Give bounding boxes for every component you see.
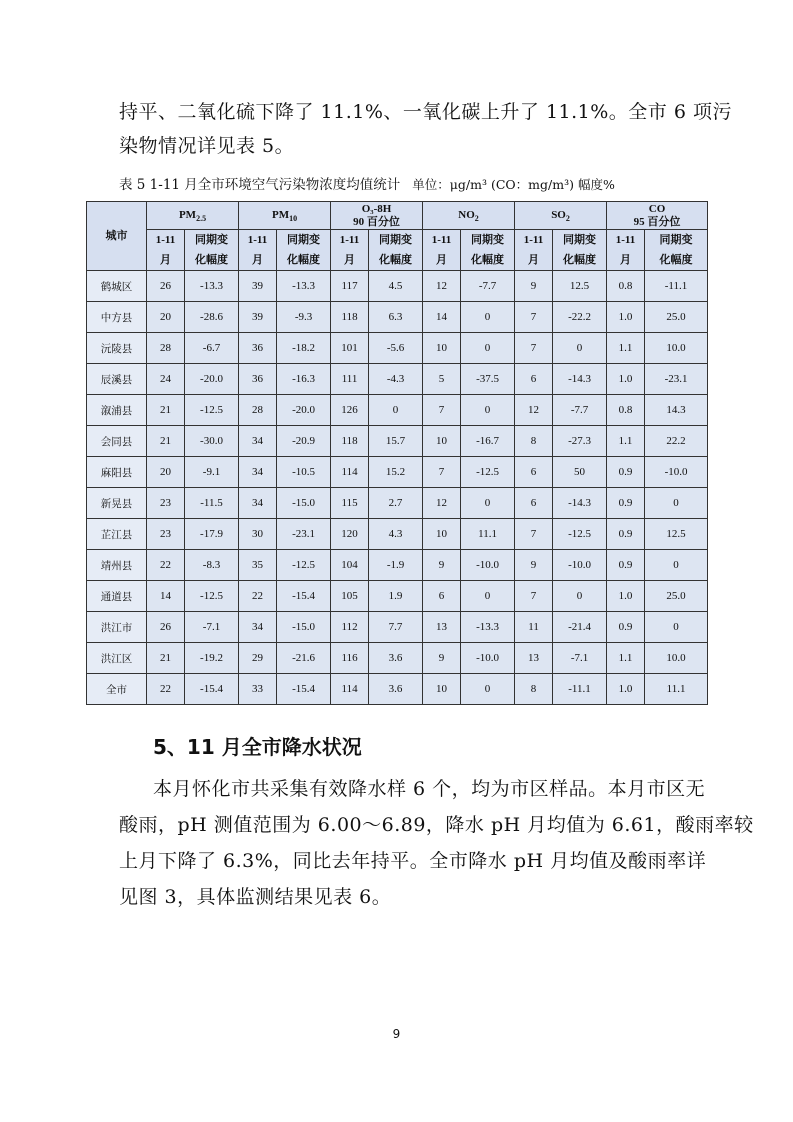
value-cell: 1.1 [607, 333, 645, 364]
table-row [87, 488, 708, 519]
value-cell: 6 [423, 581, 461, 612]
value-cell: 7 [423, 395, 461, 426]
period-subheader: 1-11 月 [331, 230, 369, 271]
value-cell: 6 [515, 364, 553, 395]
value-cell: 117 [331, 271, 369, 302]
value-cell: 34 [239, 488, 277, 519]
table-row [87, 550, 708, 581]
value-cell: 14 [423, 302, 461, 333]
value-cell: 0 [461, 333, 515, 364]
value-cell: 9 [515, 271, 553, 302]
body-line-1: 持平、二氧化硫下降了 11.1%、一氧化碳上升了 11.1%。全市 6 项污 [119, 101, 732, 123]
value-cell: 0.9 [607, 519, 645, 550]
o3-header: O₃-8H 90 百分位 [331, 202, 423, 230]
value-cell: 10.0 [645, 643, 708, 674]
period-subheader: 1-11 月 [423, 230, 461, 271]
value-cell: 10 [423, 519, 461, 550]
value-cell: 0 [645, 612, 708, 643]
value-cell: -15.0 [277, 488, 331, 519]
value-cell: 0.9 [607, 612, 645, 643]
value-cell: -12.5 [185, 395, 239, 426]
value-cell: 21 [147, 426, 185, 457]
city-cell: 会同县 [87, 426, 147, 457]
value-cell: 30 [239, 519, 277, 550]
value-cell: 14.3 [645, 395, 708, 426]
value-cell: -1.9 [369, 550, 423, 581]
value-cell: 7.7 [369, 612, 423, 643]
change-subheader: 同期变 化幅度 [553, 230, 607, 271]
value-cell: 50 [553, 457, 607, 488]
value-cell: 22 [239, 581, 277, 612]
value-cell: 0 [461, 581, 515, 612]
value-cell: -19.2 [185, 643, 239, 674]
value-cell: 34 [239, 612, 277, 643]
value-cell: -15.4 [277, 674, 331, 705]
city-cell: 靖州县 [87, 550, 147, 581]
value-cell: -7.7 [461, 271, 515, 302]
value-cell: 22 [147, 674, 185, 705]
value-cell: -13.3 [277, 271, 331, 302]
body-line-2: 染物情况详见表 5。 [119, 135, 295, 157]
value-cell: 116 [331, 643, 369, 674]
precip-line-1: 本月怀化市共采集有效降水样 6 个，均为市区样品。本月市区无 [153, 778, 706, 800]
value-cell: 0 [645, 488, 708, 519]
value-cell: 12.5 [645, 519, 708, 550]
value-cell: -22.2 [553, 302, 607, 333]
value-cell: 0 [369, 395, 423, 426]
value-cell: -17.9 [185, 519, 239, 550]
table-row [87, 519, 708, 550]
value-cell: 26 [147, 612, 185, 643]
change-subheader: 同期变 化幅度 [185, 230, 239, 271]
value-cell: 34 [239, 457, 277, 488]
value-cell: -13.3 [185, 271, 239, 302]
period-subheader: 1-11 月 [515, 230, 553, 271]
value-cell: 1.0 [607, 581, 645, 612]
value-cell: -16.7 [461, 426, 515, 457]
so2-header: $SO_2$ [515, 202, 607, 230]
value-cell: -10.0 [461, 550, 515, 581]
value-cell: 34 [239, 426, 277, 457]
table-body [87, 271, 708, 705]
caption-unit: 单位：μg/m³ (CO：mg/m³) 幅度% [412, 177, 615, 192]
value-cell: 111 [331, 364, 369, 395]
city-cell: 全市 [87, 674, 147, 705]
value-cell: 1.0 [607, 674, 645, 705]
value-cell: 0 [461, 488, 515, 519]
value-cell: 33 [239, 674, 277, 705]
city-cell: 沅陵县 [87, 333, 147, 364]
value-cell: -12.5 [185, 581, 239, 612]
city-cell: 辰溪县 [87, 364, 147, 395]
value-cell: 0 [461, 302, 515, 333]
value-cell: 3.6 [369, 643, 423, 674]
value-cell: 4.5 [369, 271, 423, 302]
value-cell: 36 [239, 364, 277, 395]
table-caption [119, 173, 615, 193]
change-subheader: 同期变 化幅度 [645, 230, 708, 271]
value-cell: -5.6 [369, 333, 423, 364]
value-cell: 1.1 [607, 426, 645, 457]
value-cell: 0 [461, 674, 515, 705]
value-cell: 25.0 [645, 302, 708, 333]
value-cell: 13 [423, 612, 461, 643]
value-cell: 14 [147, 581, 185, 612]
value-cell: 7 [515, 581, 553, 612]
value-cell: 7 [515, 519, 553, 550]
value-cell: -7.1 [185, 612, 239, 643]
table-row [87, 426, 708, 457]
value-cell: -14.3 [553, 488, 607, 519]
value-cell: 6.3 [369, 302, 423, 333]
value-cell: 7 [423, 457, 461, 488]
value-cell: 6 [515, 457, 553, 488]
value-cell: 11.1 [645, 674, 708, 705]
value-cell: 28 [147, 333, 185, 364]
value-cell: 6 [515, 488, 553, 519]
table-row [87, 674, 708, 705]
city-header: 城市 [87, 202, 147, 271]
value-cell: -23.1 [645, 364, 708, 395]
co-header: CO 95 百分位 [607, 202, 708, 230]
value-cell: 8 [515, 674, 553, 705]
value-cell: -10.5 [277, 457, 331, 488]
value-cell: 118 [331, 302, 369, 333]
value-cell: 11 [515, 612, 553, 643]
table-row [87, 395, 708, 426]
value-cell: 0.9 [607, 550, 645, 581]
value-cell: 7 [515, 333, 553, 364]
table-row [87, 333, 708, 364]
value-cell: 12 [423, 488, 461, 519]
pm10-header: $PM_{10}$ [239, 202, 331, 230]
value-cell: 22.2 [645, 426, 708, 457]
section-heading: 5、11 月全市降水状况 [153, 735, 362, 759]
precip-line-2: 酸雨，pH 测值范围为 6.00～6.89，降水 pH 月均值为 6.61，酸雨率较 [119, 814, 754, 836]
value-cell: 28 [239, 395, 277, 426]
value-cell: 12 [423, 271, 461, 302]
table-row [87, 612, 708, 643]
value-cell: -10.0 [553, 550, 607, 581]
value-cell: -12.5 [553, 519, 607, 550]
value-cell: 9 [423, 550, 461, 581]
value-cell: 0.9 [607, 457, 645, 488]
table-row [87, 643, 708, 674]
value-cell: -37.5 [461, 364, 515, 395]
value-cell: -9.3 [277, 302, 331, 333]
value-cell: 5 [423, 364, 461, 395]
value-cell: 24 [147, 364, 185, 395]
value-cell: 7 [515, 302, 553, 333]
table-row [87, 581, 708, 612]
city-cell: 中方县 [87, 302, 147, 333]
value-cell: 36 [239, 333, 277, 364]
value-cell: 13 [515, 643, 553, 674]
table-row [87, 302, 708, 333]
value-cell: -11.1 [645, 271, 708, 302]
value-cell: 4.3 [369, 519, 423, 550]
value-cell: -8.3 [185, 550, 239, 581]
value-cell: 3.6 [369, 674, 423, 705]
value-cell: 20 [147, 457, 185, 488]
value-cell: 1.0 [607, 302, 645, 333]
value-cell: 114 [331, 674, 369, 705]
value-cell: 1.0 [607, 364, 645, 395]
change-subheader: 同期变 化幅度 [461, 230, 515, 271]
table-row [87, 457, 708, 488]
city-cell: 洪江区 [87, 643, 147, 674]
value-cell: -15.4 [277, 581, 331, 612]
value-cell: 115 [331, 488, 369, 519]
value-cell: 0 [553, 581, 607, 612]
city-cell: 通道县 [87, 581, 147, 612]
value-cell: 26 [147, 271, 185, 302]
period-subheader: 1-11 月 [239, 230, 277, 271]
value-cell: -15.4 [185, 674, 239, 705]
value-cell: 0.8 [607, 395, 645, 426]
value-cell: -30.0 [185, 426, 239, 457]
value-cell: -20.0 [277, 395, 331, 426]
value-cell: 12.5 [553, 271, 607, 302]
value-cell: 114 [331, 457, 369, 488]
value-cell: -21.6 [277, 643, 331, 674]
period-subheader: 1-11 月 [147, 230, 185, 271]
city-cell: 麻阳县 [87, 457, 147, 488]
value-cell: 21 [147, 643, 185, 674]
value-cell: 10 [423, 426, 461, 457]
value-cell: 0 [645, 550, 708, 581]
value-cell: -11.5 [185, 488, 239, 519]
value-cell: 20 [147, 302, 185, 333]
value-cell: 104 [331, 550, 369, 581]
value-cell: 9 [423, 643, 461, 674]
value-cell: -4.3 [369, 364, 423, 395]
precip-line-3: 上月下降了 6.3%，同比去年持平。全市降水 pH 月均值及酸雨率详 [119, 850, 707, 872]
page-number: 9 [392, 1027, 401, 1041]
value-cell: 120 [331, 519, 369, 550]
value-cell: -9.1 [185, 457, 239, 488]
value-cell: -23.1 [277, 519, 331, 550]
subheader-row [87, 230, 708, 271]
value-cell: -14.3 [553, 364, 607, 395]
value-cell: 2.7 [369, 488, 423, 519]
city-cell: 芷江县 [87, 519, 147, 550]
value-cell: 22 [147, 550, 185, 581]
value-cell: -28.6 [185, 302, 239, 333]
value-cell: 0 [461, 395, 515, 426]
value-cell: 10.0 [645, 333, 708, 364]
value-cell: -12.5 [277, 550, 331, 581]
value-cell: 0.8 [607, 271, 645, 302]
value-cell: 1.1 [607, 643, 645, 674]
period-subheader: 1-11 月 [607, 230, 645, 271]
value-cell: 25.0 [645, 581, 708, 612]
value-cell: 15.7 [369, 426, 423, 457]
city-cell: 新晃县 [87, 488, 147, 519]
table-row [87, 271, 708, 302]
value-cell: 0 [553, 333, 607, 364]
value-cell: 126 [331, 395, 369, 426]
value-cell: -7.1 [553, 643, 607, 674]
value-cell: 29 [239, 643, 277, 674]
value-cell: -11.1 [553, 674, 607, 705]
city-cell: 鹤城区 [87, 271, 147, 302]
pm25-header: $PM_{2.5}$ [147, 202, 239, 230]
table-row [87, 364, 708, 395]
value-cell: 10 [423, 333, 461, 364]
change-subheader: 同期变 化幅度 [277, 230, 331, 271]
pollutant-table [86, 201, 708, 705]
value-cell: 15.2 [369, 457, 423, 488]
value-cell: 10 [423, 674, 461, 705]
value-cell: 23 [147, 488, 185, 519]
table-header [87, 202, 708, 271]
value-cell: -20.9 [277, 426, 331, 457]
value-cell: 21 [147, 395, 185, 426]
value-cell: 0.9 [607, 488, 645, 519]
city-cell: 溆浦县 [87, 395, 147, 426]
value-cell: -18.2 [277, 333, 331, 364]
value-cell: -10.0 [461, 643, 515, 674]
value-cell: 23 [147, 519, 185, 550]
value-cell: 35 [239, 550, 277, 581]
value-cell: 1.9 [369, 581, 423, 612]
value-cell: 11.1 [461, 519, 515, 550]
value-cell: -12.5 [461, 457, 515, 488]
value-cell: -27.3 [553, 426, 607, 457]
value-cell: 101 [331, 333, 369, 364]
value-cell: -6.7 [185, 333, 239, 364]
value-cell: -20.0 [185, 364, 239, 395]
value-cell: 12 [515, 395, 553, 426]
no2-header: $NO_2$ [423, 202, 515, 230]
value-cell: 8 [515, 426, 553, 457]
value-cell: 105 [331, 581, 369, 612]
value-cell: -13.3 [461, 612, 515, 643]
value-cell: 39 [239, 302, 277, 333]
value-cell: -10.0 [645, 457, 708, 488]
value-cell: 39 [239, 271, 277, 302]
value-cell: -21.4 [553, 612, 607, 643]
value-cell: -16.3 [277, 364, 331, 395]
value-cell: -15.0 [277, 612, 331, 643]
value-cell: 118 [331, 426, 369, 457]
value-cell: -7.7 [553, 395, 607, 426]
caption-title: 表 5 1-11 月全市环境空气污染物浓度均值统计 [119, 177, 401, 193]
city-cell: 洪江市 [87, 612, 147, 643]
value-cell: 112 [331, 612, 369, 643]
precip-line-4: 见图 3，具体监测结果见表 6。 [119, 886, 392, 908]
change-subheader: 同期变 化幅度 [369, 230, 423, 271]
value-cell: 9 [515, 550, 553, 581]
